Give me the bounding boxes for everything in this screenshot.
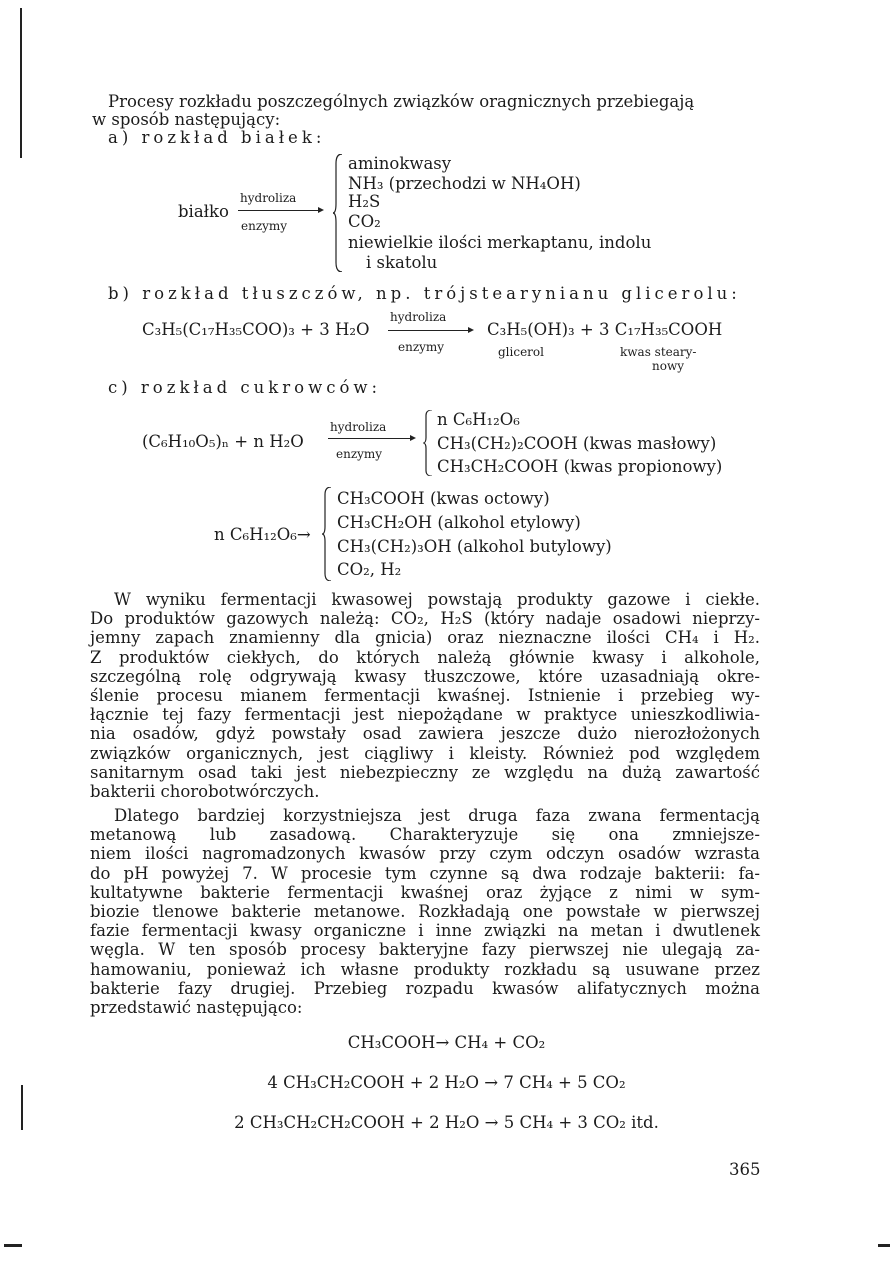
c2-product: CH₃CH₂OH (alkohol etylowy) [337, 513, 581, 532]
b-arrow-over: hydroliza [390, 310, 447, 324]
para-line: Dlatego bardziej korzystniejsza jest druga faza zwana fermentacją [114, 806, 760, 825]
a-product: niewielkie ilości merkaptanu, indolu [348, 233, 652, 252]
para-line: nia osadów, gdyż powstały osad zawiera jeszcze dużo nierozłożonych [90, 724, 760, 744]
paragraph-fermentacja-kwasowa [90, 590, 760, 801]
para-line: przedstawić następująco: [90, 998, 303, 1018]
c2-brace [322, 487, 332, 581]
section-c-heading: c) rozkład cukrowców: [108, 378, 382, 397]
c-product: n C₆H₁₂O₆ [437, 410, 520, 429]
b-reactants: C₃H₅(C₁₇H₃₅COO)₃ + 3 H₂O [142, 320, 370, 339]
para-line: bakterie fazy drugiej. Przebieg rozpadu kwasów alifatycznych można [90, 978, 760, 998]
c2-product: CH₃(CH₂)₃OH (alkohol butylowy) [337, 537, 612, 556]
c-product: CH₃(CH₂)₂COOH (kwas masłowy) [437, 434, 717, 453]
c-reactants: (C₆H₁₀O₅)ₙ + n H₂O [142, 432, 304, 451]
a-brace [333, 154, 343, 272]
a-arrow-over: hydroliza [240, 191, 297, 205]
intro-line-1: Procesy rozkładu poszczególnych związków oragnicznych przebiegają [108, 92, 695, 111]
b-arrow-under: enzymy [398, 340, 445, 354]
c2-product: CH₃COOH (kwas octowy) [337, 489, 550, 508]
para-line: jemny zapach znamienny dla gnicia) oraz nieznaczne ilości CH₄ i H₂. [90, 628, 760, 648]
para-line: metanową lub zasadową. Charakteryzuje się ona zmniejsze- [90, 825, 760, 845]
para-line: związków organicznych, jest ciągliwy i kleisty. Również pod względem [90, 743, 760, 763]
equation-propionic: 4 CH₃CH₂COOH + 2 H₂O → 7 CH₄ + 5 CO₂ [267, 1073, 626, 1092]
section-a-heading: a) rozkład białek: [108, 128, 326, 147]
a-product: CO₂ [348, 212, 381, 231]
a-substrate: białko [178, 202, 229, 221]
intro-line-2: w sposób następujący: [92, 110, 281, 129]
para-line: hamowaniu, ponieważ ich własne produkty rozkładu są usuwane przez [90, 959, 760, 979]
c-arrow-under: enzymy [336, 447, 383, 461]
b-label-glicerol: glicerol [498, 345, 544, 359]
b-label-kwas-cont: nowy [652, 359, 685, 373]
para-line: kultatywne bakterie fermentacji kwaśnej oraz żyjące z nimi w sym- [90, 882, 760, 902]
para-line: W wyniku fermentacji kwasowej powstają produkty gazowe i ciekłe. [114, 590, 760, 609]
c-fermentation-substrate: n C₆H₁₂O₆→ [214, 525, 311, 544]
para-line: biozie tlenowe bakterie metanowe. Rozkładają one powstałe w pierwszej [90, 902, 760, 922]
b-products: C₃H₅(OH)₃ + 3 C₁₇H₃₅COOH [487, 320, 723, 339]
c2-product: CO₂, H₂ [337, 560, 402, 579]
c-product: CH₃CH₂COOH (kwas propionowy) [437, 457, 723, 476]
scan-corner-mark [4, 1244, 22, 1247]
equation-acetic: CH₃COOH→ CH₄ + CO₂ [347, 1033, 546, 1052]
c-brace [423, 410, 433, 476]
para-line: sanitarnym osad taki jest niebezpieczny ze względu na dużą zawartość [90, 762, 760, 782]
a-product: aminokwasy [348, 154, 452, 173]
section-b-heading: b) rozkład tłuszczów, np. trójstearynianu glicerolu: [108, 284, 741, 303]
equation-butyric: 2 CH₃CH₂CH₂COOH + 2 H₂O → 5 CH₄ + 3 CO₂ itd. [234, 1113, 659, 1132]
para-line: szczególną rolę odgrywają kwasy tłuszczowe, które uzasadniają okre- [90, 666, 760, 686]
para-line: Z produktów ciekłych, do których należą głównie kwasy i alkohole, [90, 647, 760, 667]
para-line: bakterii chorobotwórczych. [90, 782, 320, 802]
c-arrow-over: hydroliza [330, 420, 387, 434]
para-line: węgla. W ten sposób procesy bakteryjne fazy pierwszej nie ulegają za- [90, 940, 760, 960]
a-arrow-under: enzymy [241, 219, 288, 233]
para-line: fazie fermentacji kwasy organiczne i inne związki na metan i dwutlenek [90, 921, 760, 941]
scan-corner-mark [878, 1244, 890, 1247]
scan-edge-line [20, 8, 22, 158]
c-reaction-arrow [328, 438, 414, 439]
a-product: NH₃ (przechodzi w NH₄OH) [348, 174, 581, 193]
b-reaction-arrow [388, 330, 472, 331]
para-line: ślenie procesu mianem fermentacji kwaśnej. Istnienie i przebieg wy- [90, 686, 760, 706]
paragraph-fermentacja-metanowa [90, 806, 760, 1017]
para-line: Do produktów gazowych należą: CO₂, H₂S (który nadaje osadowi nieprzy- [90, 609, 760, 629]
b-label-kwas: kwas steary- [620, 345, 697, 359]
a-product: i skatolu [366, 253, 438, 272]
page-number: 365 [729, 1160, 761, 1179]
para-line: do pH powyżej 7. W procesie tym czynne są dwa rodzaje bakterii: fa- [90, 863, 760, 883]
a-product: H₂S [348, 192, 381, 211]
para-line: niem ilości nagromadzonych kwasów przy czym odczyn osadów wzrasta [90, 844, 760, 864]
para-line: łącznie tej fazy fermentacji jest niepożądane w praktyce unieszkodliwia- [90, 705, 760, 725]
a-reaction-arrow [238, 210, 322, 211]
